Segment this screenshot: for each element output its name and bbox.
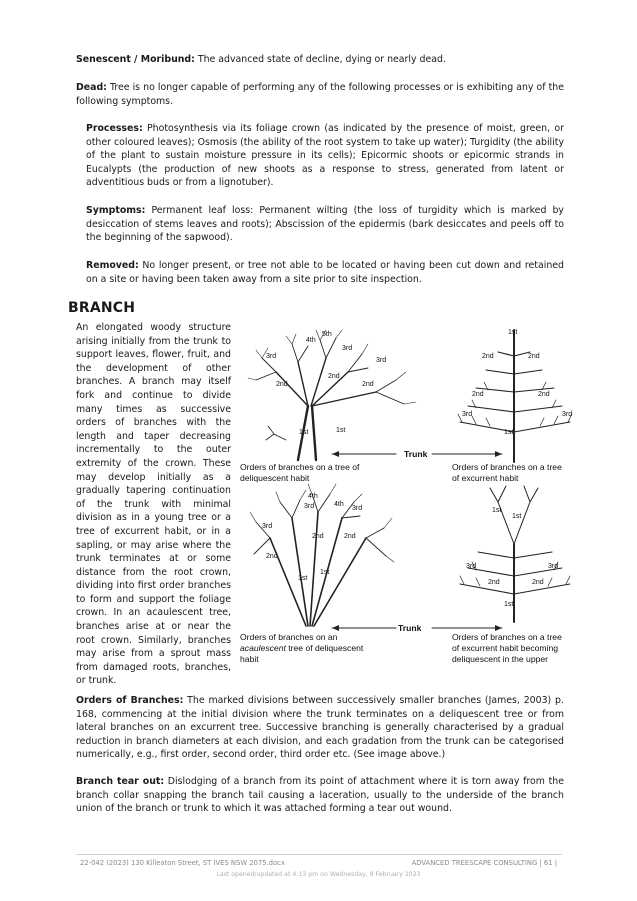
branch-description: An elongated woody structure arising initially from the trunk to support leaves, flower, fruit, and the development of other branches. A branch may itself fork and continue to divide many times as successive orders of branches with the length and taper decreasing incrementally to the outer extremity of the crown. These may develop initially as a gradually tapering continuation of the trunk with minimal division as in a young tree or a tree of excurrent habit, or in a sapling, or may arise where the trunk terminates at or some distance from the root crown, dividing into first order branches to form and support the foliage crown. In an acaulescent tree, branches arise at or near the root crown. Similarly, branches may arise from a sprout mass from damaged roots, branches, or trunk. [76,322,231,687]
term: Symptoms: [86,205,146,216]
section-heading-branch: BRANCH [68,300,136,316]
definition-orders-of-branches: Orders of Branches: The marked divisions between successively smaller branches (James, 2003) p. 168, commencing at the initial division where the trunk terminates on a deliquescent tree or from lateral branches on an excurrent tree. Successive branching is generally characterised by a gradual reduction in branch diameters at each division, and each gradation from the trunk can be categorised numerically, e.g., first order, second order, third order etc. (See image above.) [76,695,564,761]
svg-text:2nd: 2nd [312,533,324,540]
term: Processes: [86,123,143,134]
svg-text:1st: 1st [508,329,518,336]
caption-3-line-1: Orders of branches on an [240,632,338,642]
definition-removed: Removed: No longer present, or tree not able to be located or having been cut down and retained on a site or having been taken away from a site prior to site inspection. [86,260,564,285]
svg-text:3rd: 3rd [352,505,363,512]
definition-senescent: Senescent / Moribund: The advanced state of decline, dying or nearly dead. [76,54,446,65]
definition-branch-tear-out: Branch tear out: Dislodging of a branch from its point of attachment where it is torn away from the branch collar snapping the branch tail causing a laceration, usually to the underside of the branch union of the branch or trunk to which it was attached forming a tear out wound. [76,776,564,815]
caption-4-line-1: Orders of branches on a tree [452,632,562,642]
svg-text:2nd: 2nd [362,381,374,388]
definition-processes: Processes: Photosynthesis via its foliage crown (as indicated by the presence of moist, green, or other coloured leaves); Osmosis (the ability of the root system to take up water); Turgidity (the ability of the plant to sustain moisture pressure in its cells); Epicormic shoots or epicormic strands in Eucalypts (the production of new shoots as a response to stress, generated from latent or adventitious buds or from a lignotuber). [86,123,564,189]
svg-text:2nd: 2nd [528,353,540,360]
svg-text:4th: 4th [306,337,316,344]
footer-divider [76,854,562,855]
svg-text:2nd: 2nd [276,381,288,388]
excurrent-deliquescent-tree [460,486,570,622]
caption-2-line-2: of excurrent habit [452,473,519,483]
svg-text:1st: 1st [492,507,502,514]
term: Senescent / Moribund: [76,54,195,65]
svg-text:1st: 1st [504,429,514,436]
term: Removed: [86,260,139,271]
svg-text:3rd: 3rd [266,353,277,360]
svg-text:2nd: 2nd [328,373,340,380]
term: Branch tear out: [76,776,165,787]
svg-text:3rd: 3rd [262,523,273,530]
svg-text:3rd: 3rd [304,503,315,510]
svg-text:5th: 5th [322,331,332,338]
trunk-label-top: Trunk [404,449,428,459]
term: Dead: [76,82,107,93]
caption-3-line-3: habit [240,654,259,664]
svg-text:3rd: 3rd [562,411,573,418]
svg-text:3rd: 3rd [548,563,559,570]
definition-dead: Dead: Tree is no longer capable of performing any of the following processes or is exhibiting any of the following symptoms. [76,82,564,107]
footer-company-page: ADVANCED TREESCAPE CONSULTING | 61 | [411,859,557,867]
svg-text:1st: 1st [504,601,514,608]
svg-text:2nd: 2nd [472,391,484,398]
svg-text:1st: 1st [298,575,308,582]
caption-4-line-2: of excurrent habit becoming [452,643,559,653]
svg-text:4th: 4th [334,501,344,508]
svg-text:3rd: 3rd [376,357,387,364]
svg-text:1st: 1st [336,427,346,434]
svg-text:2nd: 2nd [482,353,494,360]
svg-text:2nd: 2nd [488,579,500,586]
svg-text:1st: 1st [320,569,330,576]
caption-1-line-1: Orders of branches on a tree of [240,462,360,472]
caption-4-line-3: deliquescent in the upper [452,654,549,664]
footer-filename: 22-042 (2023) 130 Killeaton Street, ST IVES NSW 2075.docx [80,859,285,867]
svg-text:2nd: 2nd [344,533,356,540]
caption-2-line-1: Orders of branches on a tree [452,462,562,472]
svg-text:4th: 4th [308,493,318,500]
svg-text:3rd: 3rd [466,563,477,570]
trunk-label-bottom: Trunk [398,623,422,633]
svg-text:2nd: 2nd [266,553,278,560]
definition-symptoms: Symptoms: Permanent leaf loss: Permanent wilting (the loss of turgidity which is marked by desiccation of stems leaves and roots); Abscission of the epidermis (bark desiccates and peels off to the beginning of the sapwood). [86,205,564,244]
caption-3-line-2: acaulescent tree of deliquescent [240,643,364,653]
svg-text:1st: 1st [512,513,522,520]
footer-last-updated: Last opened/updated at 4:13 pm on Wednesday, 8 February 2023 [216,871,421,878]
term: Orders of Branches: [76,695,184,706]
branch-orders-figure [236,322,594,670]
svg-text:3rd: 3rd [462,411,473,418]
caption-1-line-2: deliquescent habit [240,473,310,483]
svg-text:2nd: 2nd [532,579,544,586]
svg-text:2nd: 2nd [538,391,550,398]
svg-text:1st: 1st [299,429,309,436]
svg-text:3rd: 3rd [342,345,353,352]
deliquescent-tree [248,330,416,460]
